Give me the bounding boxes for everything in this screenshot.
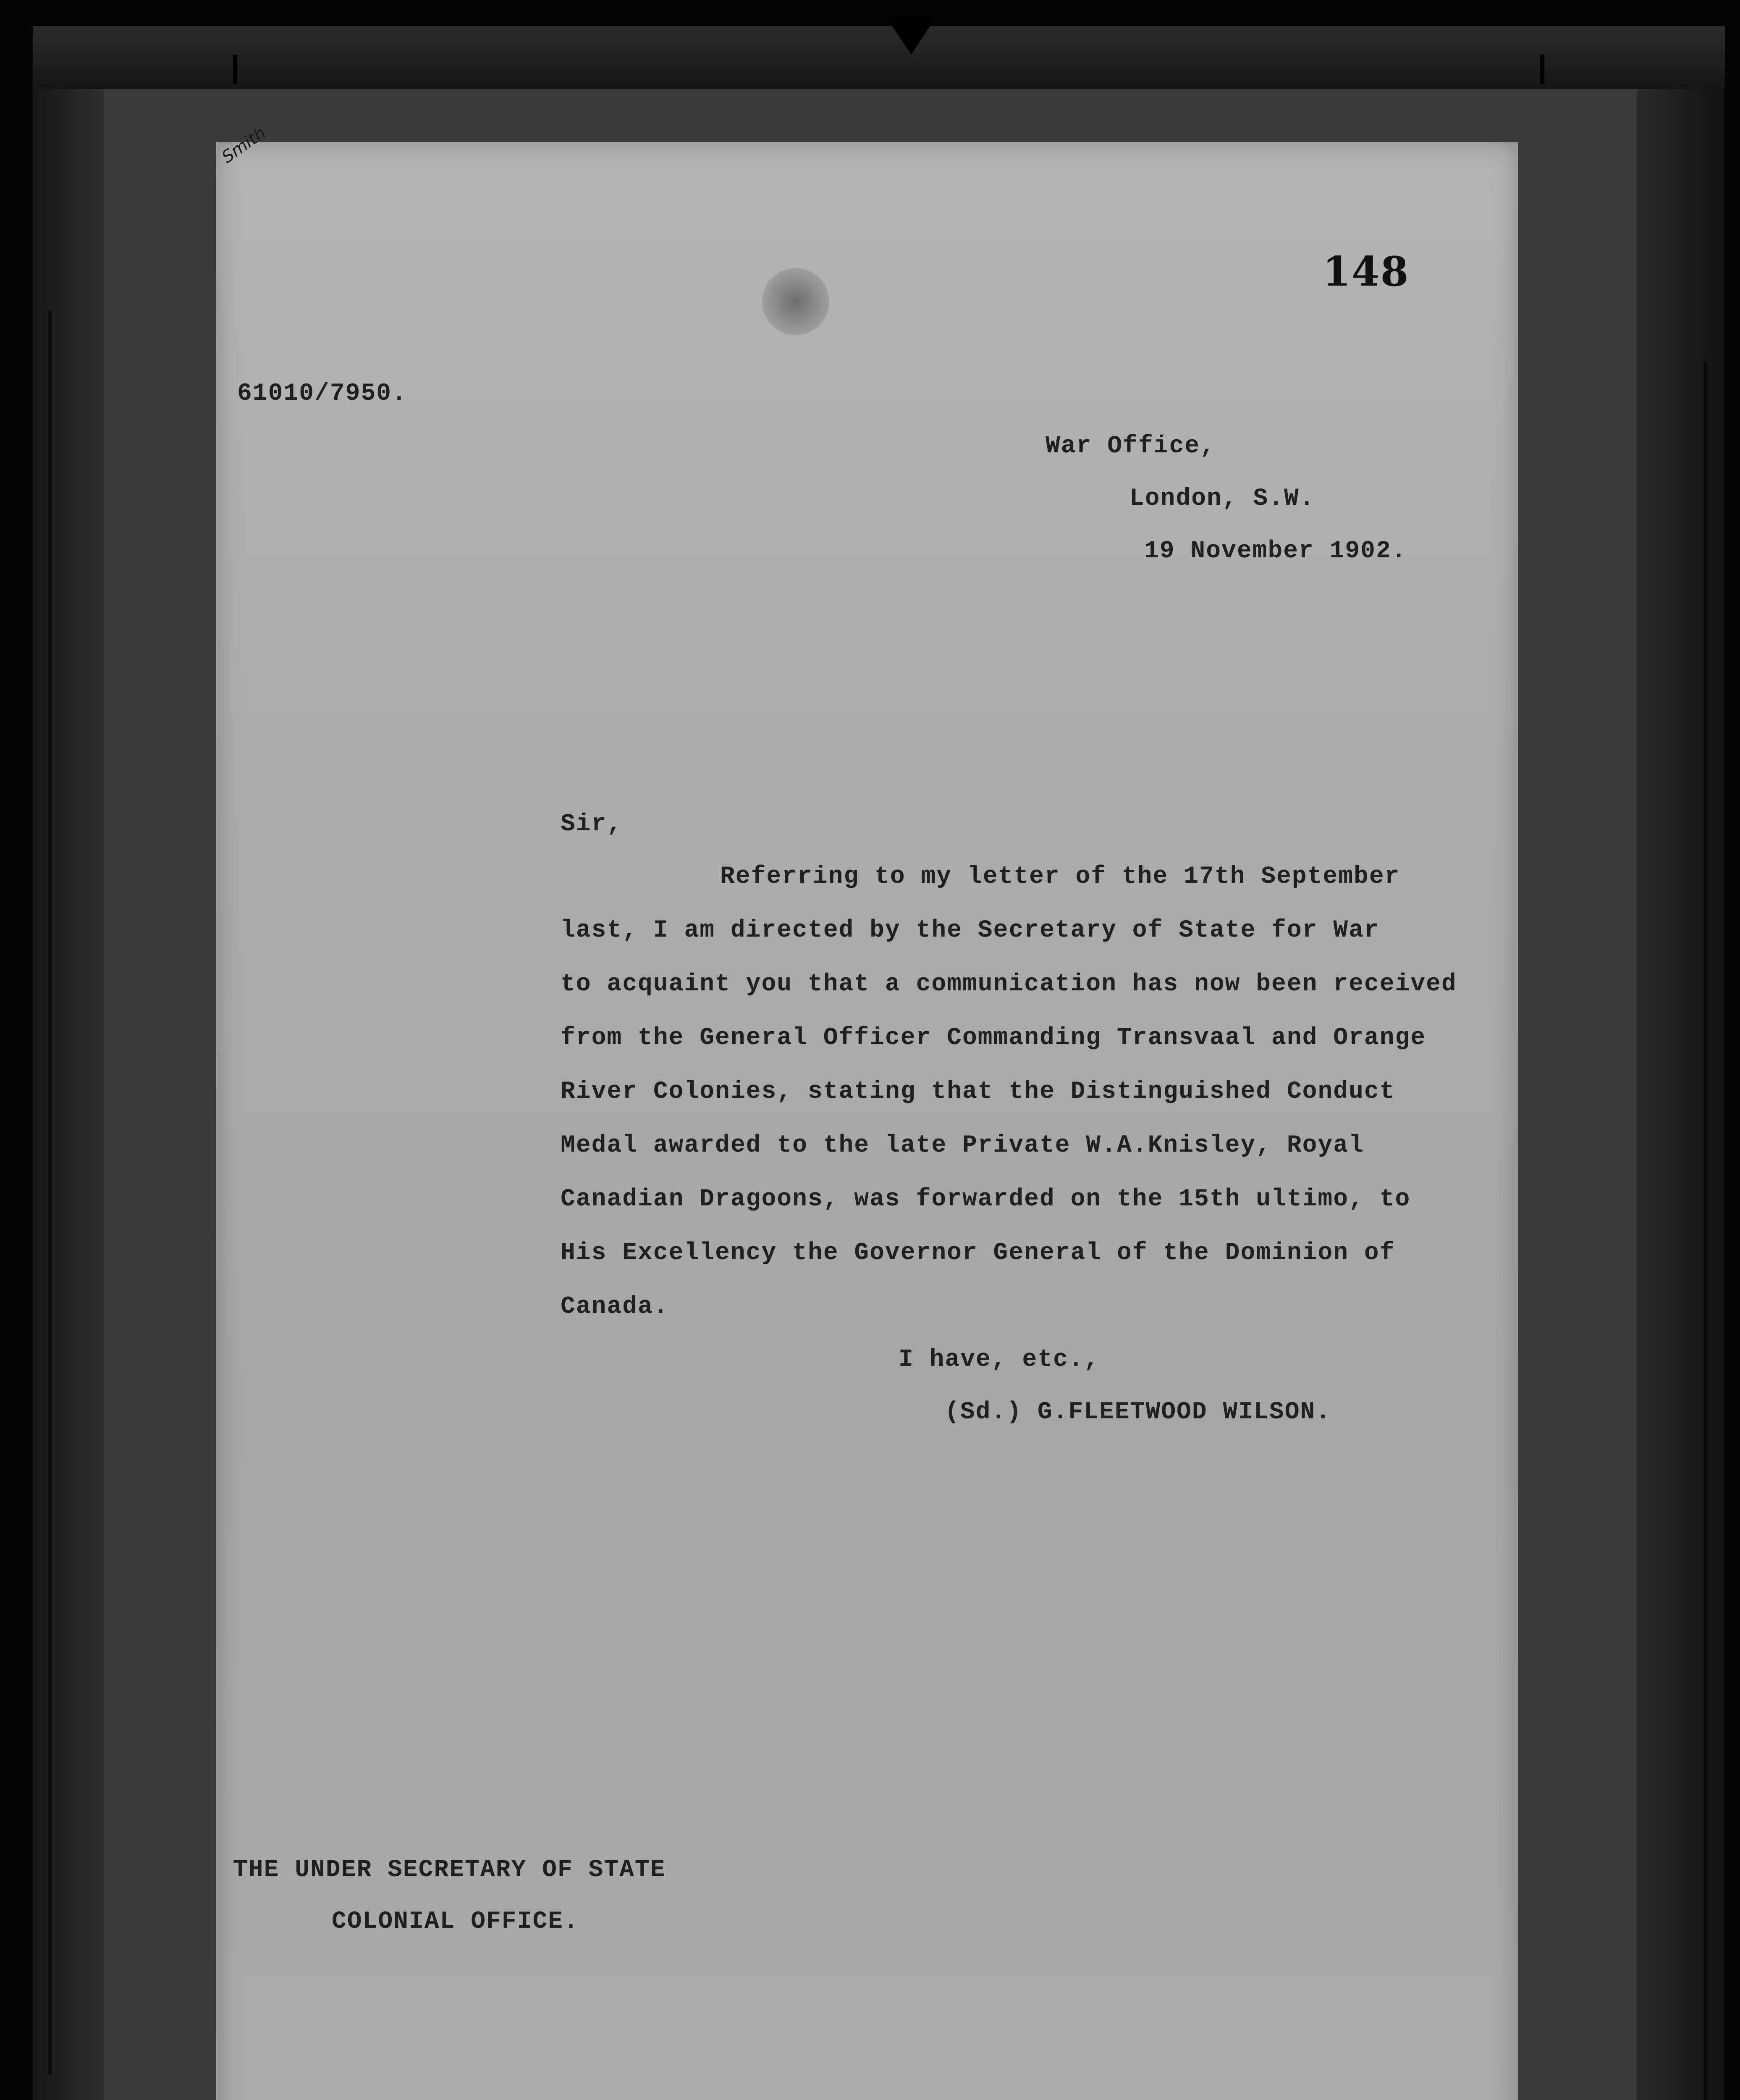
body-line: Canada.: [561, 1293, 669, 1320]
reference-number: 61010/7950.: [237, 380, 407, 407]
corner-handwritten-note: Smith: [218, 123, 270, 167]
folio-number: 148: [1323, 248, 1410, 295]
film-left-margin: [33, 89, 104, 2100]
body-line: River Colonies, stating that the Distinguished Conduct: [561, 1078, 1395, 1105]
letter-date: 19 November 1902.: [1144, 538, 1407, 565]
salutation: Sir,: [561, 811, 623, 838]
body-line: from the General Officer Commanding Transvaal and Orange: [561, 1024, 1426, 1052]
sender-address-line2: London, S.W.: [1129, 485, 1315, 512]
film-tick-right: [1540, 55, 1544, 84]
film-right-margin: [1637, 89, 1724, 2100]
film-notch: [886, 17, 936, 55]
letter-page: [216, 142, 1518, 2100]
body-line: His Excellency the Governor General of the Dominion of: [561, 1239, 1395, 1267]
closing: I have, etc.,: [899, 1346, 1100, 1373]
film-right-edge-line: [1704, 361, 1707, 2100]
signature: (Sd.) G.FLEETWOOD WILSON.: [945, 1399, 1331, 1426]
recipient-line1: THE UNDER SECRETARY OF STATE: [233, 1856, 666, 1884]
paper-smudge: [762, 268, 829, 335]
film-left-edge-line: [48, 311, 52, 2075]
recipient-line2: COLONIAL OFFICE.: [332, 1908, 579, 1935]
body-line: last, I am directed by the Secretary of State for War: [561, 917, 1380, 944]
body-line: Referring to my letter of the 17th September: [720, 863, 1400, 890]
film-tick-left: [233, 55, 237, 84]
film-top-band: [33, 26, 1725, 89]
body-line: to acquaint you that a communication has now been received: [561, 971, 1457, 998]
body-line: Medal awarded to the late Private W.A.Knisley, Royal: [561, 1132, 1364, 1159]
body-line: Canadian Dragoons, was forwarded on the 15th ultimo, to: [561, 1186, 1411, 1213]
sender-address-line1: War Office,: [1046, 433, 1216, 460]
